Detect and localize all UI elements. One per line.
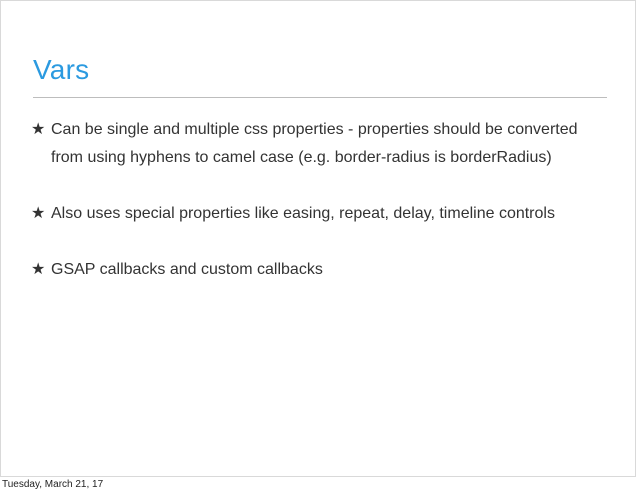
star-icon: ★ [31,205,46,222]
title-divider [33,97,607,98]
bullet-item [31,256,611,284]
footer-date: Tuesday, March 21, 17 [2,479,104,490]
star-icon: ★ [31,121,46,138]
bullet-text: Also uses special properties like easing, repeat, delay, timeline controls [51,205,555,222]
bullet-text: GSAP callbacks and custom callbacks [51,261,323,278]
bullet-item [31,200,611,228]
bullet-list [31,116,611,284]
bullet-text: Can be single and multiple css properties - properties should be converted from using hyphens to camel case (e.g. border-radius is borderRadius) [51,121,578,166]
bullet-item [31,116,611,172]
star-icon: ★ [31,261,46,278]
slide-title: Vars [33,54,90,85]
